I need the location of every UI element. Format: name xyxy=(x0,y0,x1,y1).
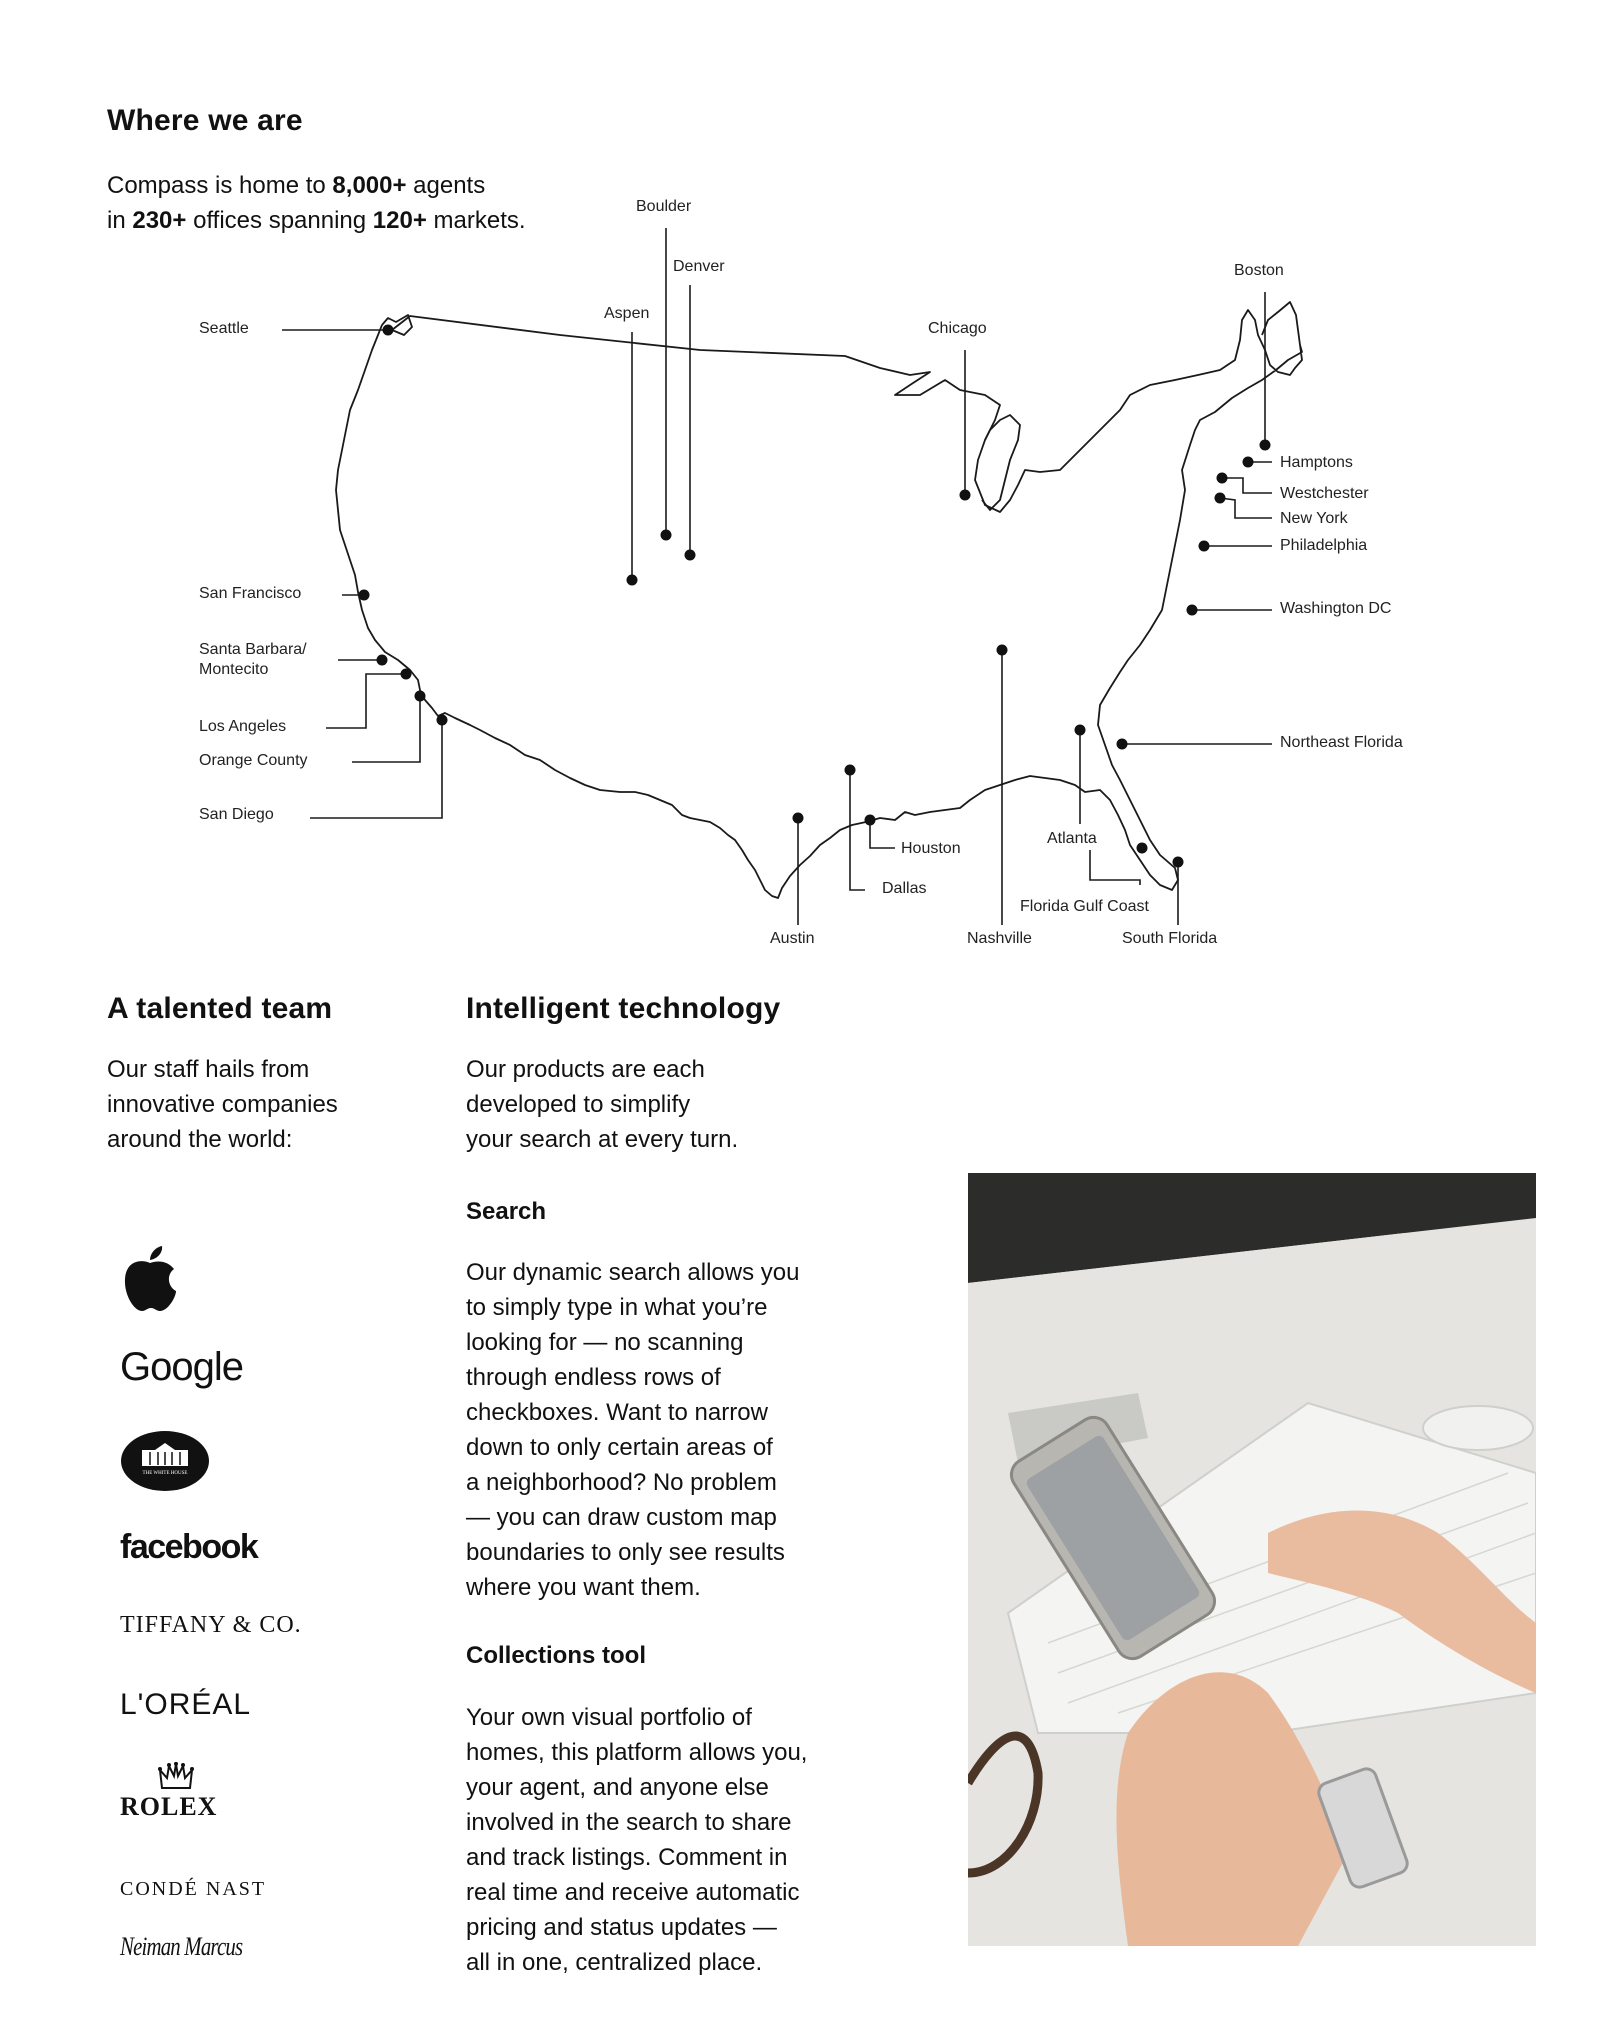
location-dot-houston xyxy=(865,815,876,826)
offices-count: 230+ xyxy=(132,207,187,234)
city-label-line: Montecito xyxy=(199,661,269,678)
city-label-austin: Austin xyxy=(770,930,815,947)
location-dot-atlanta xyxy=(1075,725,1086,736)
leader-line-houston xyxy=(870,820,895,848)
location-dot-south-florida xyxy=(1173,857,1184,868)
tech-body: Our products are each developed to simplify your search at every turn. xyxy=(466,1056,739,1153)
location-dot-northeast-florida xyxy=(1117,739,1128,750)
leader-line-florida-gulf-coast xyxy=(1090,850,1140,885)
search-body: Our dynamic search allows you to simply type in what you’re looking for — no scanning through endless rows of checkboxes. Want to narrow down to only certain areas of a neighborhood? No problem — you can draw custom map boundaries to only see results where you want them. xyxy=(466,1259,800,1601)
location-dot-washington-dc xyxy=(1187,605,1198,616)
phone-photo xyxy=(968,1173,1536,1946)
city-label-northeast-florida: Northeast Florida xyxy=(1280,734,1403,751)
city-label-nashville: Nashville xyxy=(967,930,1032,947)
rolex-text: ROLEX xyxy=(120,1792,218,1821)
loreal-logo: L'ORÉAL xyxy=(120,1688,252,1721)
where-heading: Where we are xyxy=(107,104,303,137)
location-dots xyxy=(359,325,1271,868)
conde-nast-logo: CONDÉ NAST xyxy=(120,1878,267,1900)
apple-icon xyxy=(120,1245,180,1315)
team-heading: A talented team xyxy=(107,992,333,1025)
team-body: Our staff hails from innovative companies around the world: xyxy=(107,1056,338,1153)
leader-line-orange-county xyxy=(352,696,420,762)
intro-text: agents xyxy=(406,172,486,199)
location-dot-santa-barbara-2 xyxy=(401,669,412,680)
location-dot-boston xyxy=(1260,440,1271,451)
location-dot-aspen xyxy=(627,575,638,586)
white-house-text: THE WHITE HOUSE xyxy=(142,1471,188,1476)
neiman-marcus-logo: Neiman Marcus xyxy=(120,1932,243,1961)
location-dot-nashville xyxy=(997,645,1008,656)
rolex-logo xyxy=(120,1762,217,1822)
leader-line-westchester xyxy=(1222,478,1272,493)
location-dot-los-angeles xyxy=(415,691,426,702)
location-dot-westchester xyxy=(1217,473,1228,484)
crown-icon xyxy=(158,1762,194,1792)
leader-line-los-angeles xyxy=(326,674,406,728)
us-outline xyxy=(336,302,1302,898)
google-logo: Google xyxy=(120,1345,243,1389)
agents-count: 8,000+ xyxy=(332,172,407,199)
leader-line-san-diego xyxy=(310,720,442,818)
apple-logo xyxy=(120,1245,180,1320)
markets-count: 120+ xyxy=(372,207,427,234)
facebook-logo: facebook xyxy=(120,1528,258,1566)
city-label-boston: Boston xyxy=(1234,262,1284,279)
location-dot-seattle xyxy=(383,325,394,336)
location-dot-denver xyxy=(685,550,696,561)
city-label-new-york: New York xyxy=(1280,510,1348,527)
location-dot-san-francisco xyxy=(359,590,370,601)
city-label-orange-county: Orange County xyxy=(199,752,308,769)
photo-illustration xyxy=(968,1173,1536,1946)
tech-heading: Intelligent technology xyxy=(466,992,781,1025)
city-label-florida-gulf-coast: Florida Gulf Coast xyxy=(1020,898,1149,915)
city-label-westchester: Westchester xyxy=(1280,485,1369,502)
leader-lines xyxy=(282,228,1272,925)
intro-text: Compass is home to xyxy=(107,172,333,199)
lake-michigan xyxy=(982,415,1020,510)
city-label-dallas: Dallas xyxy=(882,880,927,897)
leader-line-new-york xyxy=(1220,498,1272,518)
intro-text: in xyxy=(107,207,133,234)
city-label-san-diego: San Diego xyxy=(199,806,274,823)
intro-text: markets. xyxy=(426,207,526,234)
search-heading: Search xyxy=(466,1198,547,1225)
city-label-washington-dc: Washington DC xyxy=(1280,600,1392,617)
city-label-hamptons: Hamptons xyxy=(1280,454,1353,471)
city-label-houston: Houston xyxy=(901,840,961,857)
city-label-san-francisco: San Francisco xyxy=(199,585,302,602)
city-label-denver: Denver xyxy=(673,258,725,275)
location-dot-santa-barbara xyxy=(377,655,388,666)
location-dot-boulder xyxy=(661,530,672,541)
city-label-santa-barbara xyxy=(199,640,307,680)
location-dot-florida-gulf-coast xyxy=(1137,843,1148,854)
city-label-chicago: Chicago xyxy=(928,320,987,337)
collections-heading: Collections tool xyxy=(466,1642,646,1669)
location-dot-dallas xyxy=(845,765,856,776)
location-dot-chicago xyxy=(960,490,971,501)
city-label-line: Santa Barbara/ xyxy=(199,641,307,658)
location-dot-hamptons xyxy=(1243,457,1254,468)
city-label-atlanta: Atlanta xyxy=(1047,830,1097,847)
leader-line-dallas xyxy=(850,770,865,890)
location-dot-austin xyxy=(793,813,804,824)
location-dot-philadelphia xyxy=(1199,541,1210,552)
city-label-philadelphia: Philadelphia xyxy=(1280,537,1368,554)
white-house-seal xyxy=(120,1430,210,1492)
intro-text: offices spanning xyxy=(186,207,373,234)
white-house-logo xyxy=(120,1430,210,1497)
city-label-boulder: Boulder xyxy=(636,198,692,215)
tiffany-logo: TIFFANY & CO. xyxy=(120,1612,302,1638)
city-label-seattle: Seattle xyxy=(199,320,249,337)
location-dot-san-diego xyxy=(437,715,448,726)
location-dot-new-york xyxy=(1215,493,1226,504)
city-label-aspen: Aspen xyxy=(604,305,650,322)
city-label-los-angeles: Los Angeles xyxy=(199,718,287,735)
collections-body: Your own visual portfolio of homes, this platform allows you, your agent, and anyone else involved in the search to share and track listings. Comment in real time and receive automatic pricing and status updates — all in one, centralized place. xyxy=(466,1704,808,1976)
city-label-south-florida: South Florida xyxy=(1122,930,1218,947)
